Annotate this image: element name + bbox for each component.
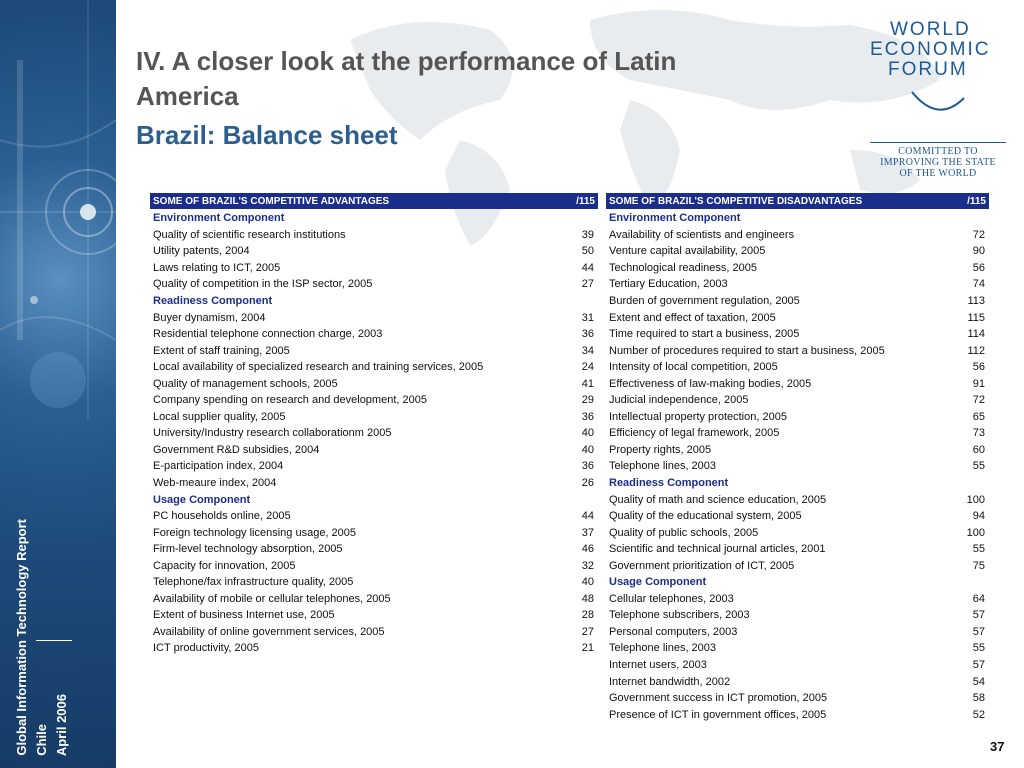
table-row <box>150 243 598 260</box>
table-row <box>606 607 989 624</box>
table-row <box>606 260 989 277</box>
table-row <box>150 326 598 343</box>
advantages-score-header: /115 <box>576 195 595 207</box>
row-label: Foreign technology licensing usage, 2005 <box>153 526 357 539</box>
row-label: Technological readiness, 2005 <box>609 261 757 274</box>
row-label: Personal computers, 2003 <box>609 625 738 638</box>
row-rank: 44 <box>581 261 594 274</box>
table-row <box>606 276 989 293</box>
table-row <box>150 524 598 541</box>
row-label: Scientific and technical journal articles, 2001 <box>609 543 826 556</box>
row-label: Extent of business Internet use, 2005 <box>153 609 335 622</box>
row-label: Usage Component <box>609 576 707 589</box>
table-row <box>150 309 598 326</box>
row-label: Availability of scientists and engineers <box>609 228 795 241</box>
table-row <box>150 375 598 392</box>
row-label: Telephone/fax infrastructure quality, 2005 <box>153 576 354 589</box>
row-rank: 29 <box>581 394 594 407</box>
table-row <box>606 624 989 641</box>
page-subtitle: Brazil: Balance sheet <box>136 120 398 150</box>
row-label: Presence of ICT in government offices, 2005 <box>609 708 827 721</box>
row-rank: 65 <box>972 410 985 423</box>
row-rank: 57 <box>972 625 985 638</box>
row-rank: 114 <box>967 328 985 341</box>
table-row <box>150 624 598 641</box>
row-label: Internet users, 2003 <box>609 659 707 672</box>
row-rank: 48 <box>581 592 594 605</box>
table-row <box>606 359 989 376</box>
row-rank: 34 <box>581 344 594 357</box>
row-label: Availability of online government services, 2005 <box>153 625 385 638</box>
row-rank: 27 <box>581 278 594 291</box>
logo-tagline-line: OF THE WORLD <box>899 168 977 179</box>
table-row <box>150 409 598 426</box>
row-label: Property rights, 2005 <box>609 443 712 456</box>
row-label: Firm-level technology absorption, 2005 <box>153 543 343 556</box>
row-rank: 94 <box>972 510 985 523</box>
row-rank: 28 <box>581 609 594 622</box>
row-rank: 50 <box>581 245 594 258</box>
row-rank: 24 <box>581 361 594 374</box>
section-heading <box>606 475 989 492</box>
row-rank: 46 <box>581 543 594 556</box>
table-row <box>606 342 989 359</box>
row-rank: 58 <box>972 692 985 705</box>
row-label: Environment Component <box>153 212 285 225</box>
row-label: Venture capital availability, 2005 <box>609 245 766 258</box>
table-row <box>150 541 598 558</box>
row-rank: 31 <box>581 311 594 324</box>
table-row <box>606 243 989 260</box>
table-row <box>606 227 989 244</box>
row-label: Quality of math and science education, 2005 <box>609 493 827 506</box>
row-rank: 91 <box>972 377 985 390</box>
table-row <box>150 591 598 608</box>
table-row <box>150 607 598 624</box>
row-label: Quality of management schools, 2005 <box>153 377 338 390</box>
row-rank: 36 <box>581 328 594 341</box>
row-rank: 115 <box>967 311 985 324</box>
table-row <box>606 425 989 442</box>
page-number: 37 <box>990 739 1005 754</box>
row-label: Time required to start a business, 2005 <box>609 328 800 341</box>
row-label: Capacity for innovation, 2005 <box>153 559 296 572</box>
sidebar-country: Chile <box>34 724 49 756</box>
advantages-table-header <box>150 193 598 209</box>
table-row <box>606 657 989 674</box>
advantages-rows <box>150 210 598 657</box>
row-rank: 40 <box>581 443 594 456</box>
row-label: Intensity of local competition, 2005 <box>609 361 778 374</box>
sidebar-report-name: Global Information Technology Report <box>14 519 29 756</box>
row-rank: 90 <box>972 245 985 258</box>
table-row <box>606 640 989 657</box>
row-rank: 100 <box>966 526 985 539</box>
row-label: University/Industry research collaborationm 2005 <box>153 427 392 440</box>
sidebar-date: April 2006 <box>54 693 69 756</box>
row-rank: 36 <box>581 410 594 423</box>
row-label: Judicial independence, 2005 <box>609 394 749 407</box>
row-rank: 26 <box>581 477 594 490</box>
logo-line-economic: ECONOMIC <box>870 39 991 60</box>
table-row <box>606 409 989 426</box>
row-label: Efficiency of legal framework, 2005 <box>609 427 780 440</box>
table-row <box>150 557 598 574</box>
row-rank: 74 <box>972 278 985 291</box>
row-label: Quality of competition in the ISP sector, 2005 <box>153 278 373 291</box>
table-row <box>150 574 598 591</box>
row-label: Tertiary Education, 2003 <box>609 278 728 291</box>
table-row <box>606 442 989 459</box>
table-row <box>150 458 598 475</box>
row-rank: 56 <box>972 261 985 274</box>
row-rank: 56 <box>972 361 985 374</box>
row-label: Environment Component <box>609 212 741 225</box>
row-rank: 100 <box>966 493 985 506</box>
row-label: Telephone lines, 2003 <box>609 642 717 655</box>
row-rank: 113 <box>967 295 985 307</box>
table-row <box>606 706 989 723</box>
row-label: Laws relating to ICT, 2005 <box>153 261 281 274</box>
sidebar-decoration <box>0 0 116 768</box>
row-rank: 72 <box>972 228 985 241</box>
table-row <box>606 326 989 343</box>
logo-tagline <box>868 146 1008 179</box>
row-label: E-participation index, 2004 <box>153 460 284 473</box>
table-row <box>606 458 989 475</box>
table-row <box>150 227 598 244</box>
row-label: Quality of public schools, 2005 <box>609 526 759 539</box>
row-rank: 37 <box>581 526 594 539</box>
row-label: Readiness Component <box>609 477 729 490</box>
row-label: Residential telephone connection charge, 2003 <box>153 328 383 341</box>
table-row <box>606 309 989 326</box>
table-row <box>606 673 989 690</box>
row-label: Utility patents, 2004 <box>153 245 250 258</box>
section-heading <box>150 293 598 310</box>
row-rank: 21 <box>581 642 594 655</box>
table-row <box>606 591 989 608</box>
section-heading <box>606 210 989 227</box>
row-label: ICT productivity, 2005 <box>153 642 259 655</box>
table-row <box>606 524 989 541</box>
disadvantages-table-header <box>606 193 989 209</box>
disadvantages-rows <box>606 210 989 723</box>
table-row <box>606 508 989 525</box>
logo-divider <box>870 142 1006 143</box>
row-rank: 73 <box>972 427 985 440</box>
row-rank: 75 <box>972 559 985 572</box>
row-label: Usage Component <box>153 493 251 506</box>
row-label: Quality of the educational system, 2005 <box>609 510 802 523</box>
row-rank: 27 <box>581 625 594 638</box>
row-label: Government success in ICT promotion, 2005 <box>609 692 828 705</box>
row-rank: 72 <box>972 394 985 407</box>
row-rank: 57 <box>972 609 985 622</box>
row-label: Government R&D subsidies, 2004 <box>153 443 320 456</box>
row-label: Quality of scientific research institutions <box>153 228 346 241</box>
table-row <box>150 475 598 492</box>
section-heading <box>150 210 598 227</box>
table-row <box>150 342 598 359</box>
table-row <box>606 293 989 310</box>
table-row <box>606 557 989 574</box>
row-rank: 55 <box>972 642 985 655</box>
table-row <box>606 541 989 558</box>
row-label: Effectiveness of law-making bodies, 2005 <box>609 377 812 390</box>
row-label: Readiness Component <box>153 295 273 307</box>
table-row <box>606 491 989 508</box>
wef-logo <box>868 19 1008 179</box>
table-row <box>150 260 598 277</box>
logo-arc-icon <box>908 82 968 122</box>
row-rank: 52 <box>972 708 985 721</box>
row-label: Burden of government regulation, 2005 <box>609 295 800 307</box>
advantages-table <box>150 193 598 657</box>
row-label: Cellular telephones, 2003 <box>609 592 734 605</box>
row-label: Local availability of specialized research and training services, 2005 <box>153 361 484 374</box>
advantages-header-label: SOME OF BRAZIL'S COMPETITIVE ADVANTAGES <box>153 195 390 207</box>
table-row <box>150 640 598 657</box>
table-row <box>150 442 598 459</box>
logo-tagline-line: COMMITTED TO <box>898 146 978 157</box>
table-row <box>150 359 598 376</box>
disadvantages-table <box>606 193 989 723</box>
row-rank: 44 <box>581 510 594 523</box>
row-label: Local supplier quality, 2005 <box>153 410 286 423</box>
table-row <box>150 425 598 442</box>
row-rank: 55 <box>972 543 985 556</box>
table-row <box>606 690 989 707</box>
section-heading <box>606 574 989 591</box>
row-label: Extent of staff training, 2005 <box>153 344 290 357</box>
row-rank: 32 <box>581 559 594 572</box>
row-rank: 60 <box>972 443 985 456</box>
table-row <box>150 508 598 525</box>
row-label: Buyer dynamism, 2004 <box>153 311 266 324</box>
row-label: Company spending on research and development, 2005 <box>153 394 427 407</box>
row-label: Government prioritization of ICT, 2005 <box>609 559 795 572</box>
row-rank: 64 <box>972 592 985 605</box>
row-rank: 112 <box>967 344 985 357</box>
sidebar-divider <box>36 640 72 641</box>
row-rank: 55 <box>972 460 985 473</box>
row-rank: 36 <box>581 460 594 473</box>
page-title: IV. A closer look at the performance of Latin America <box>136 46 677 111</box>
logo-line-world: WORLD <box>890 19 971 40</box>
section-heading <box>150 491 598 508</box>
table-row <box>150 392 598 409</box>
logo-tagline-line: IMPROVING THE STATE <box>880 157 996 168</box>
row-rank: 41 <box>581 377 594 390</box>
disadvantages-header-label: SOME OF BRAZIL'S COMPETITIVE DISADVANTAGES <box>609 195 863 207</box>
row-label: Number of procedures required to start a business, 2005 <box>609 344 885 357</box>
row-label: Internet bandwidth, 2002 <box>609 675 731 688</box>
disadvantages-score-header: /115 <box>967 195 986 207</box>
row-label: Telephone subscribers, 2003 <box>609 609 750 622</box>
row-label: Extent and effect of taxation, 2005 <box>609 311 776 324</box>
row-rank: 39 <box>581 228 594 241</box>
row-rank: 40 <box>581 427 594 440</box>
logo-line-forum: FORUM <box>888 59 968 80</box>
row-rank: 40 <box>581 576 594 589</box>
row-rank: 54 <box>972 675 985 688</box>
table-row <box>606 375 989 392</box>
table-row <box>606 392 989 409</box>
row-label: Intellectual property protection, 2005 <box>609 410 787 423</box>
row-label: Telephone lines, 2003 <box>609 460 717 473</box>
row-label: PC households online, 2005 <box>153 510 291 523</box>
row-label: Web-meaure index, 2004 <box>153 477 277 490</box>
table-row <box>150 276 598 293</box>
row-rank: 57 <box>972 659 985 672</box>
row-label: Availability of mobile or cellular telephones, 2005 <box>153 592 391 605</box>
